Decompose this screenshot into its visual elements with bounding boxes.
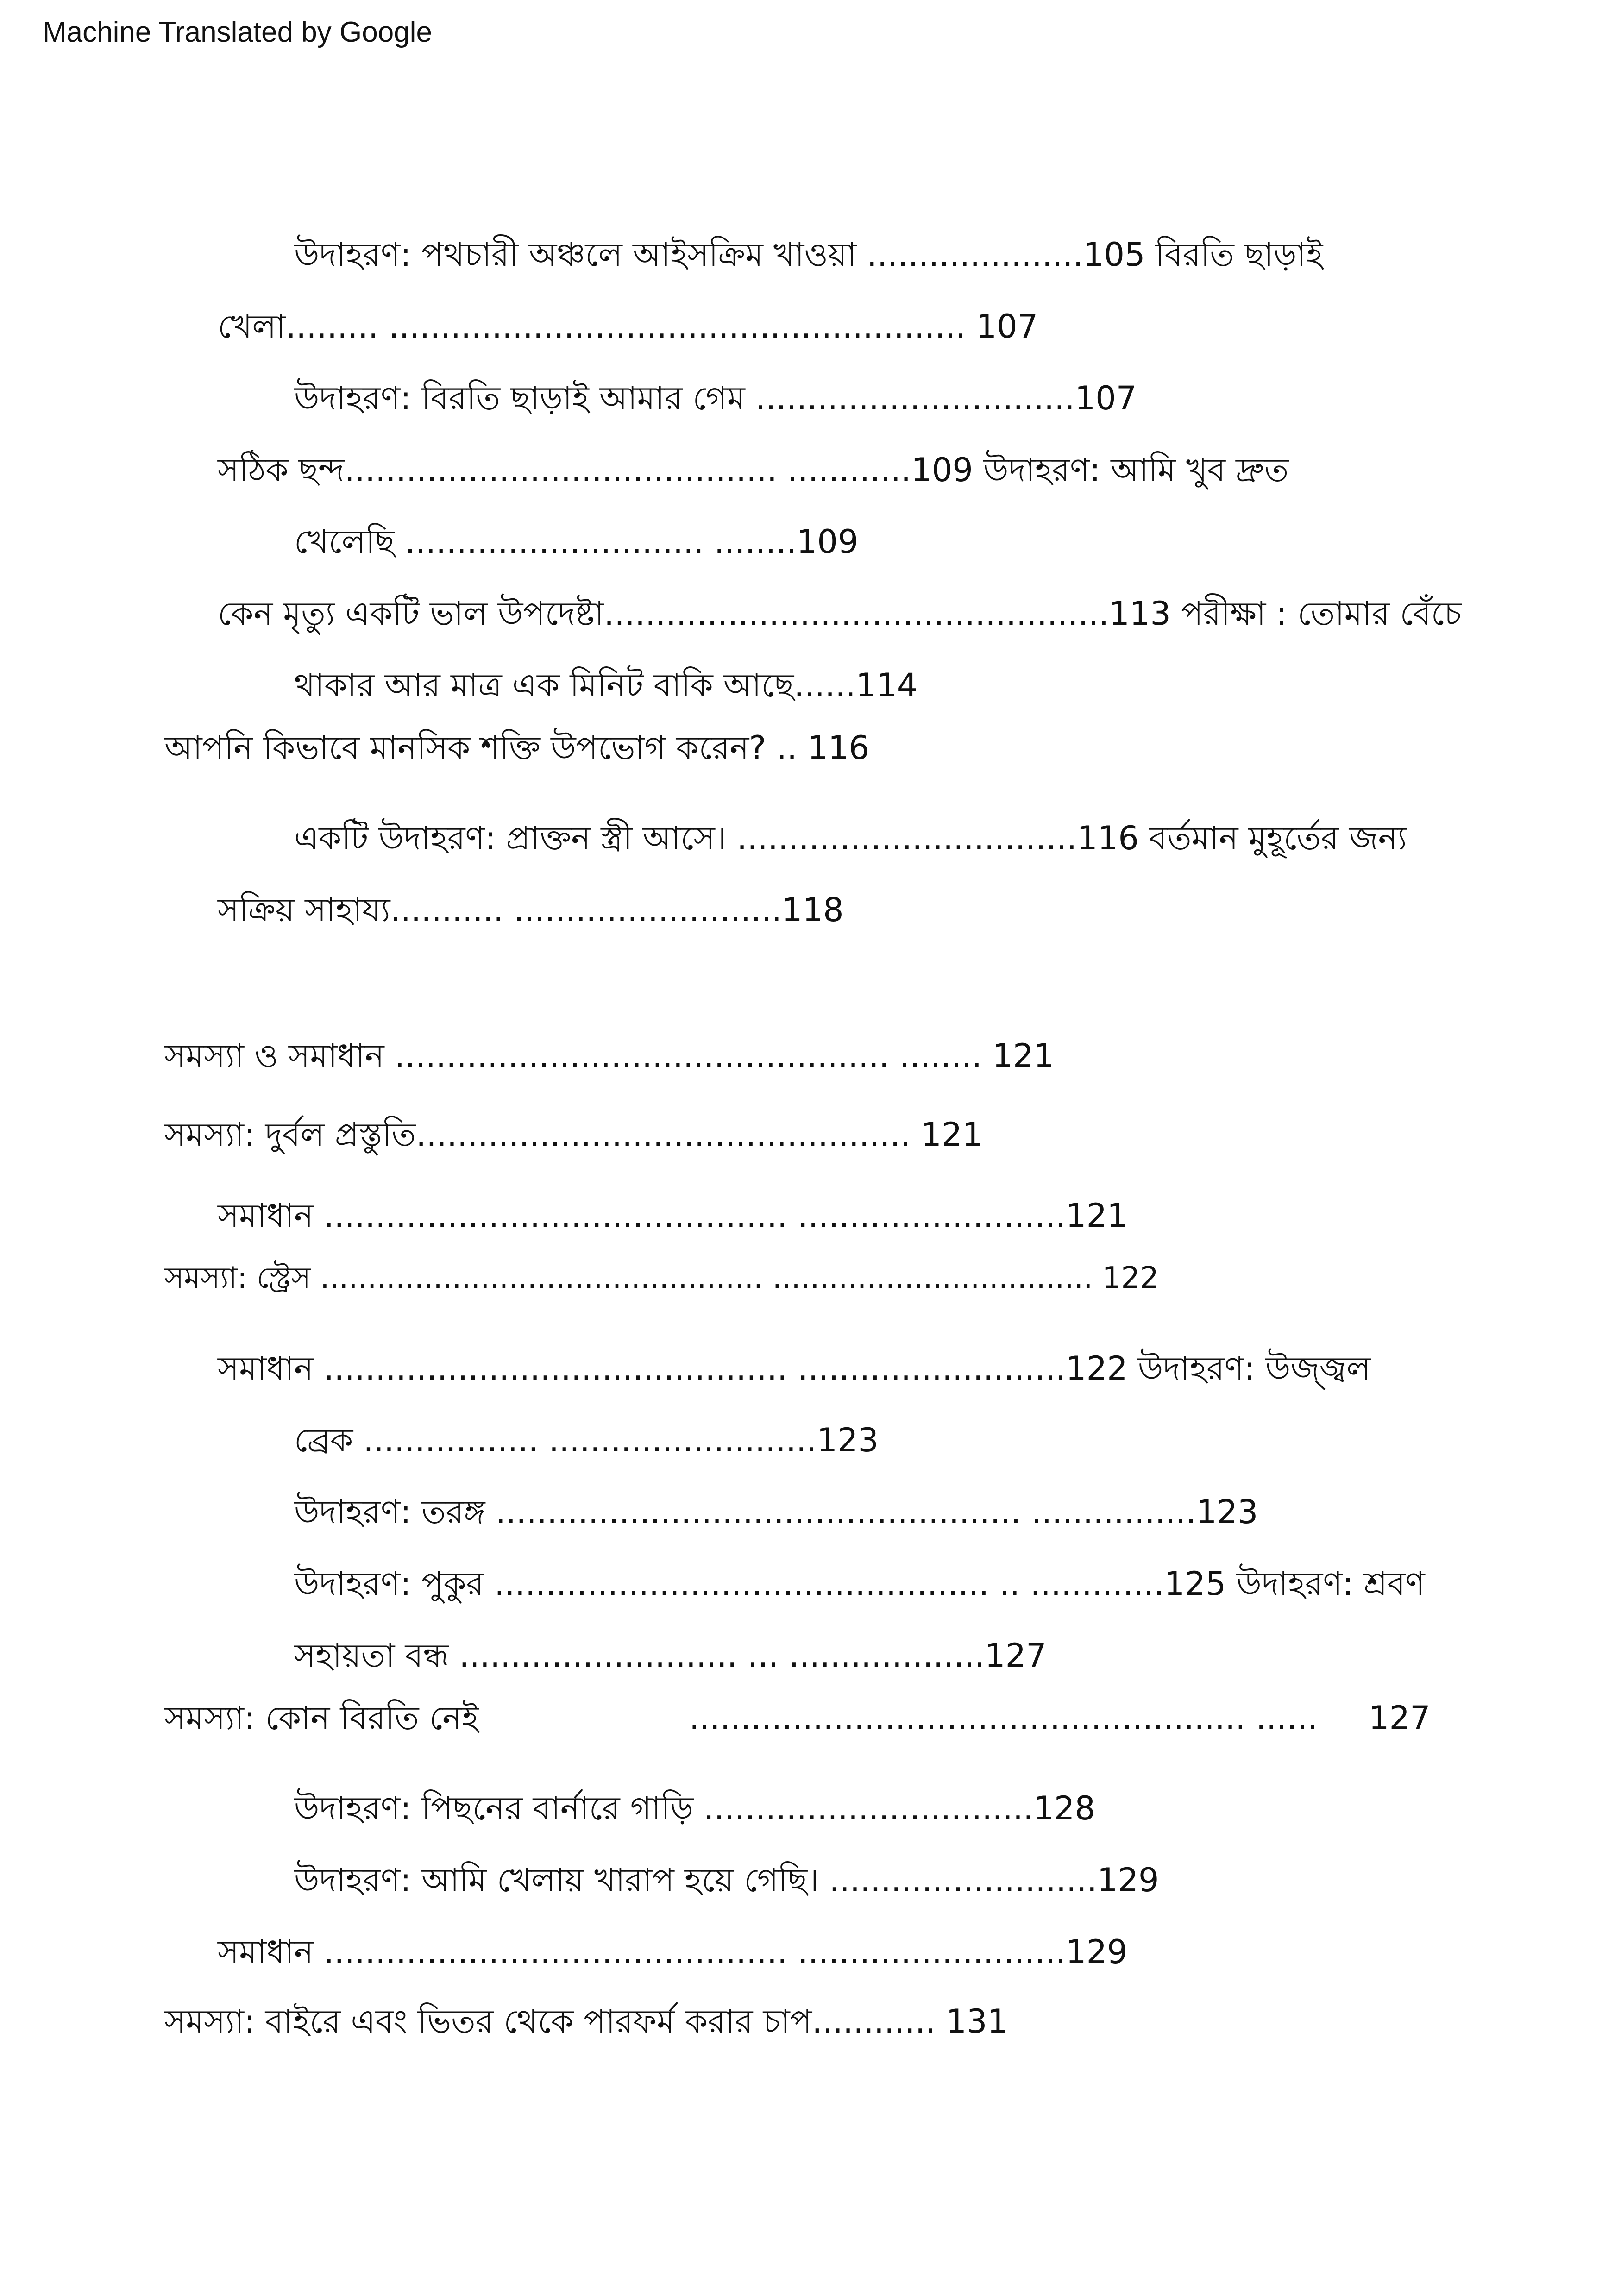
toc-entry-dots: ...................................................... ...... bbox=[689, 1699, 1318, 1737]
toc-entry: সমস্যা ও সমাধান ................................................ ........ 121 bbox=[164, 1037, 1055, 1075]
toc-entry: উদাহরণ: পুকুর ................................................ .. .............125 উদাহরণ: শ্রবণ bbox=[294, 1565, 1425, 1603]
toc-entry: সমস্যা: স্ট্রেস ............................................... .................................. 122 bbox=[164, 1261, 1159, 1295]
toc-entry: সহায়তা বন্ধ ........................... ... ...................127 bbox=[294, 1637, 1047, 1675]
toc-entry: উদাহরণ: পথচারী অঞ্চলে আইসক্রিম খাওয়া .....................105 বিরতি ছাড়াই bbox=[294, 236, 1323, 274]
toc-entry: সমাধান ............................................. ..........................121 bbox=[218, 1197, 1128, 1235]
toc-entry: খেলেছি ............................. ........109 bbox=[294, 523, 859, 561]
toc-entry: কেন মৃত্যু একটি ভাল উপদেষ্টা.................................................113 পরীক্ষা : তোমার বেঁচে bbox=[218, 595, 1462, 633]
toc-entry: ব্রেক ................. ..........................123 bbox=[294, 1421, 879, 1459]
toc-entry: সমস্যা: দুর্বল প্রস্তুতি................................................ 121 bbox=[164, 1116, 983, 1154]
toc-entry: সমস্যা: বাইরে এবং ভিতর থেকে পারফর্ম করার চাপ............ 131 bbox=[164, 2002, 1008, 2040]
toc-entry: উদাহরণ: তরঙ্গ ................................................... ................123 bbox=[294, 1493, 1258, 1531]
toc-entry: খেলা......... ........................................................ 107 bbox=[218, 307, 1038, 345]
translation-header: Machine Translated by Google bbox=[43, 16, 432, 48]
toc-entry: সমাধান ............................................. ..........................129 bbox=[218, 1933, 1128, 1971]
toc-entry: উদাহরণ: পিছনের বার্নারে গাড়ি ................................128 bbox=[294, 1789, 1095, 1827]
toc-entry: একটি উদাহরণ: প্রাক্তন স্ত্রী আসে। .................................116 বর্তমান মুহূর্তের জন্য bbox=[294, 819, 1407, 857]
toc-entry: সক্রিয় সাহায্য........... ..........................118 bbox=[218, 891, 844, 929]
toc-entry: থাকার আর মাত্র এক মিনিট বাকি আছে......114 bbox=[294, 666, 918, 704]
toc-entry: সমাধান ............................................. ..........................122 উদাহরণ: উজ্জ্বল bbox=[218, 1349, 1371, 1387]
toc-entry: উদাহরণ: বিরতি ছাড়াই আমার গেম ...............................107 bbox=[294, 379, 1137, 417]
toc-entry: উদাহরণ: আমি খেলায় খারাপ হয়ে গেছি। ..........................129 bbox=[294, 1861, 1159, 1899]
toc-entry-page: 127 bbox=[1369, 1699, 1431, 1737]
toc-entry-title: সমস্যা: কোন বিরতি নেই bbox=[164, 1699, 479, 1737]
toc-entry: আপনি কিভাবে মানসিক শক্তি উপভোগ করেন? .. 116 bbox=[164, 729, 870, 767]
toc-entry: সঠিক ছন্দ.......................................... ............109 উদাহরণ: আমি খুব দ্রুত bbox=[218, 451, 1289, 489]
